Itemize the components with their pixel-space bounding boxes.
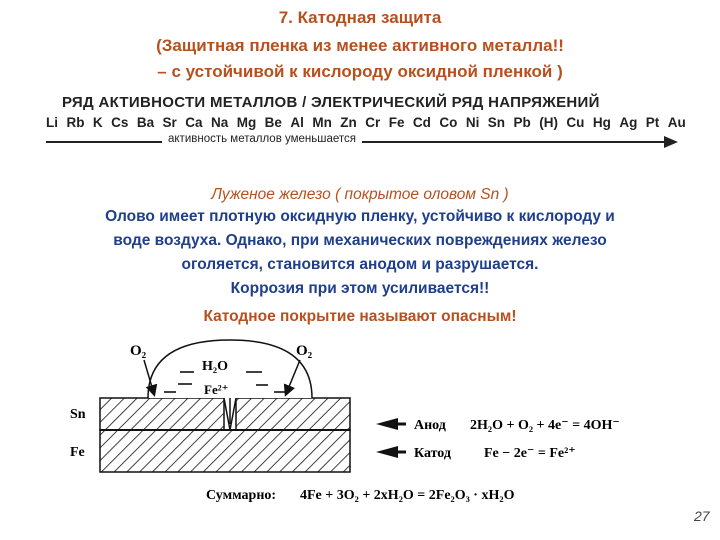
activity-series-row [46, 115, 686, 130]
o2-right-label: O₂ [296, 343, 313, 359]
slide-title: 7. Катодная защита [278, 8, 442, 27]
metal-symbol: (H) [539, 115, 558, 130]
activity-series-heading: РЯД АКТИВНОСТИ МЕТАЛЛОВ / ЭЛЕКТРИЧЕСКИЙ РЯД НАПРЯЖЕНИЙ [62, 94, 600, 111]
metal-symbol: Sn [487, 115, 506, 130]
metal-symbol: Hg [592, 115, 611, 130]
metal-symbol: Rb [66, 115, 85, 130]
metal-symbol: Cd [412, 115, 431, 130]
page-number: 27 [694, 508, 710, 524]
metal-symbol: Co [439, 115, 458, 130]
cathodic-coating-warning: Катодное покрытие называют опасным! [203, 308, 517, 325]
iron-base [100, 430, 350, 472]
tin-layer-right [236, 398, 350, 430]
subtitle-line-1: (Защитная пленка из менее активного металла!! [156, 36, 564, 55]
summary-equation: 4Fe + 3O₂ + 2xH₂O = 2Fe₂O₃ · xH₂O [300, 488, 515, 503]
metal-symbol: Be [264, 115, 282, 130]
metal-symbol: Fe [388, 115, 405, 130]
metal-symbol: Pt [645, 115, 660, 130]
body-line-1: Олово имеет плотную оксидную пленку, устойчиво к кислороду и [105, 208, 615, 225]
subtitle-line-2: – с устойчивой к кислороду оксидной пленкой ) [157, 62, 563, 81]
iron-ion-label: Fe²⁺ [204, 382, 229, 397]
arrow-right-icon [664, 136, 678, 148]
metal-symbol: Au [667, 115, 686, 130]
metal-symbol: Ag [619, 115, 638, 130]
metal-symbol: Cs [111, 115, 129, 130]
iron-label: Fe [70, 445, 85, 460]
body-line-3: оголяется, становится анодом и разрушается. [181, 256, 539, 273]
cathode-equation: Fe − 2e⁻ = Fe²⁺ [484, 446, 576, 461]
metal-symbol: Cr [365, 115, 381, 130]
metal-symbol: Cu [566, 115, 585, 130]
body-line-4: Коррозия при этом усиливается!! [230, 280, 490, 297]
metal-symbol: Mn [312, 115, 332, 130]
metal-symbol: Ba [136, 115, 155, 130]
cathode-label: Катод [414, 446, 451, 461]
o2-left-label: O₂ [130, 343, 147, 359]
metal-symbol: Ca [185, 115, 203, 130]
tin-layer-left [100, 398, 224, 430]
activity-arrow-label: активность металлов уменьшается [162, 133, 362, 145]
anode-label: Анод [414, 418, 446, 433]
corrosion-diagram [0, 328, 720, 540]
water-label: H₂O [202, 359, 228, 374]
tinned-iron-title: Луженое железо ( покрытое оловом Sn ) [211, 186, 509, 203]
metal-symbol: Pb [513, 115, 531, 130]
tin-label: Sn [70, 407, 86, 422]
metal-symbol: Zn [340, 115, 357, 130]
summary-label: Суммарно: [206, 488, 277, 503]
body-line-2: воде воздуха. Однако, при механических повреждениях железо [113, 232, 607, 249]
metal-symbol: Al [290, 115, 304, 130]
metal-symbol: Li [46, 115, 58, 130]
metal-symbol: K [92, 115, 103, 130]
metal-symbol: Na [210, 115, 229, 130]
anode-equation: 2H₂O + O₂ + 4e⁻ = 4OH⁻ [470, 418, 620, 433]
metal-symbol: Ni [465, 115, 480, 130]
metal-symbol: Sr [162, 115, 177, 130]
metal-symbol: Mg [236, 115, 257, 130]
